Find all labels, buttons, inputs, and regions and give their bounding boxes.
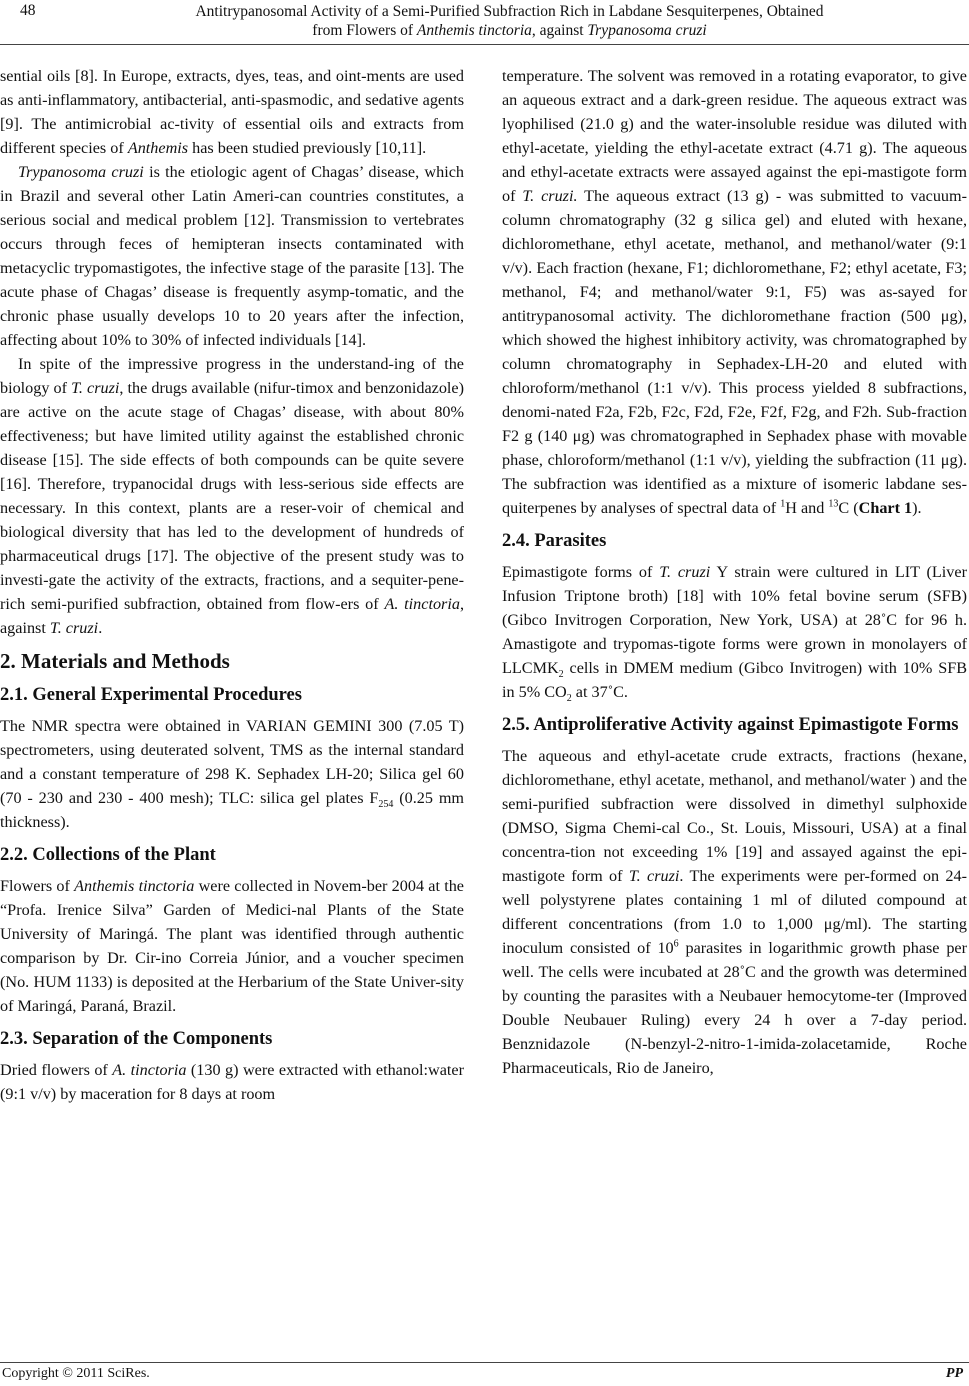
chart-reference: Chart 1: [858, 499, 913, 517]
paragraph: Dried flowers of A. tinctoria (130 g) were extracted with ethanol:water (9:1 v/v) by maceration for 8 days at room: [0, 1061, 464, 1103]
running-title-line1: Antitrypanosomal Activity of a Semi-Purified Subfraction Rich in Labdane Sesquiterpenes, Obtained: [195, 3, 824, 20]
paragraph: Flowers of Anthemis tinctoria were collected in Novem-ber 2004 at the “Profa. Irenice Silva” Garden of Medici-nal Plants of the State University of Maringá. The plant was identified through authentic comparison by Dr. Cir-ino Correia Júnior, and a voucher specimen (No. HUM 1133) is deposited at the Herbarium of the State Univer-sity of Maringá, Paraná, Brazil.: [0, 877, 464, 1015]
paragraph: Trypanosoma cruzi is the etiologic agent of Chagas’ disease, which in Brazil and several other Latin Ameri-can countries constitutes, a serious social and medical problem [12]. Transmission to vertebrates occurs through feces of hemipteran insects contaminated with metacyclic trypomastigotes, the infective stage of the parasite [13]. The acute phase of Chagas’ disease is frequently asymp-tomatic, and the chronic phase usually develops 10 to 20 years after the infection, affecting about 10% to 30% of infected individuals [14].: [0, 163, 464, 349]
subsection-heading-2-5: 2.5. Antiproliferative Activity against Epimastigote Forms: [502, 715, 959, 735]
subsection-heading-2-4: 2.4. Parasites: [502, 531, 607, 551]
paragraph: The NMR spectra were obtained in VARIAN GEMINI 300 (7.05 T) spectrometers, using deuterated solvent, TMS as the internal standard and a constant temperature of 298 K. Sephadex LH-20; Silica gel 60 (70 - 230 and 230 - 400 mesh); TLC: silica gel plates $F_{254}$ (0.25 mm thickness).: [0, 717, 465, 831]
left-column: [0, 64, 464, 1106]
running-title-line2: from Flowers of Anthemis tinctoria, against Trypanosoma cruzi: [312, 22, 707, 39]
journal-abbreviation: PP: [945, 1366, 963, 1381]
subsection-heading-2-2: 2.2. Collections of the Plant: [0, 845, 216, 865]
right-column: [502, 64, 967, 1080]
paragraph: In spite of the impressive progress in the understand-ing of the biology of T. cruzi, the drugs available (nifur-timox and benzonidazole) are active on the acute stage of Chagas’ disease, with about 80% effectiveness; but have limited utility against the established chronic disease [15]. The side effects of both compounds can be quite severe [16]. Therefore, trypanocidal drugs with less-serious side effects are necessary. In this context, plants are a reser-voir of chemical and biological diversity that has led to the development of hundreds of pharmaceutical drugs [17]. The objective of the present study was to investi-gate the activity of the extracts, fractions, and a sequiter-pene-rich semi-purified subfraction, obtained from flow-ers of A. tinctoria, against T. cruzi.: [0, 355, 464, 637]
footer-rule: [0, 1362, 969, 1363]
running-title: [90, 2, 929, 40]
section-heading-methods: 2. Materials and Methods: [0, 649, 230, 673]
page-number: 48: [20, 2, 36, 19]
paragraph: temperature. The solvent was removed in a rotating evaporator, to give an aqueous extract and a dark-green residue. The aqueous extract was lyophilised (21.0 g) and the water-insoluble residue was diluted with ethyl-acetate, yielding the ethyl-acetate extract (4.71 g). The aqueous and ethyl-acetate extracts were assayed against the epi-mastigote form of T. cruzi. The aqueous extract (13 g) - was submitted to vacuum-column chromatography (32 g silica gel) and eluted with hexane, dichloromethane, ethyl acetate, methanol, and methanol/water (9:1 v/v). Each fraction (hexane, F1; dichloromethane, F2; ethyl acetate, F3; methanol, F4; and methanol/water 9:1, F5) was as-sayed for antitrypanosomal activity. The dichloromethane fraction (500 μg), which showed the highest inhibitory activity, was chromatographed by column chromatography in Sephadex-LH-20 and eluted with chloroform/methanol (1:1 v/v). This process yielded 8 subfractions, denomi-nated F2a, F2b, F2c, F2d, F2e, F2f, F2g, and F2h. Sub-fraction F2 g (140 μg) was chromatographed in Sephadex phase with movable phase, chloroform/methanol (1:1 v/v), yielding the subfraction (11 μg). The subfraction was identified as a mixture of isomeric labdane ses-quiterpenes by analyses of spectral data of $^1$H and $^{13}$C (Chart 1).: [502, 67, 967, 517]
paragraph: sential oils [8]. In Europe, extracts, dyes, teas, and oint-ments are used as anti-inflammatory, antibacterial, anti-spasmodic, and sedative agents [9]. The antimicrobial ac-tivity of essential oils and extracts from different species of Anthemis has been studied previously [10,11].: [0, 67, 464, 157]
subsection-heading-2-3: 2.3. Separation of the Components: [0, 1029, 273, 1049]
paragraph: The aqueous and ethyl-acetate crude extracts, fractions (hexane, dichloromethane, ethyl acetate, methanol, and methanol/water ) and the semi-purified subfraction were dissolved in dimethyl sulphoxide (DMSO, Sigma Chemi-cal Co., St. Louis, Missouri, USA) at a final concentra-tion not exceeding 1% [19] and assayed against the epi-mastigote form of T. cruzi. The experiments were per-formed on 24-well polystyrene plates containing 1 ml of diluted compound at different concentrations (from 1.0 to 1,000 μg/ml). The starting inoculum consisted of $10^6$ parasites in logarithmic growth phase per well. The cells were incubated at 28˚C and the growth was determined by counting the parasites with a Neubauer hemocytome-ter (Improved Double Neubauer Ruling) every 24 h over a 7-day period. Benznidazole (N-benzyl-2-nitro-1-imida-zolacetamide, Roche Pharmaceuticals, Rio de Janeiro,: [502, 747, 968, 1077]
copyright-notice: Copyright © 2011 SciRes.: [2, 1366, 150, 1381]
page-header: [0, 0, 969, 46]
header-rule: [0, 44, 969, 45]
paragraph: Epimastigote forms of T. cruzi Y strain were cultured in LIT (Liver Infusion Triptone broth) [18] with 10% fetal bovine serum (SFB) (Gibco Invitrogen Corporation, New York, USA) at 28˚C for 96 h. Amastigote and trypomas-tigote forms were grown in monolayers of $LLCMK_2$ cells in DMEM medium (Gibco Invitrogen) with 10% SFB in 5% $CO_2$ at 37˚C.: [502, 563, 967, 705]
subsection-heading-2-1: 2.1. General Experimental Procedures: [0, 685, 302, 705]
